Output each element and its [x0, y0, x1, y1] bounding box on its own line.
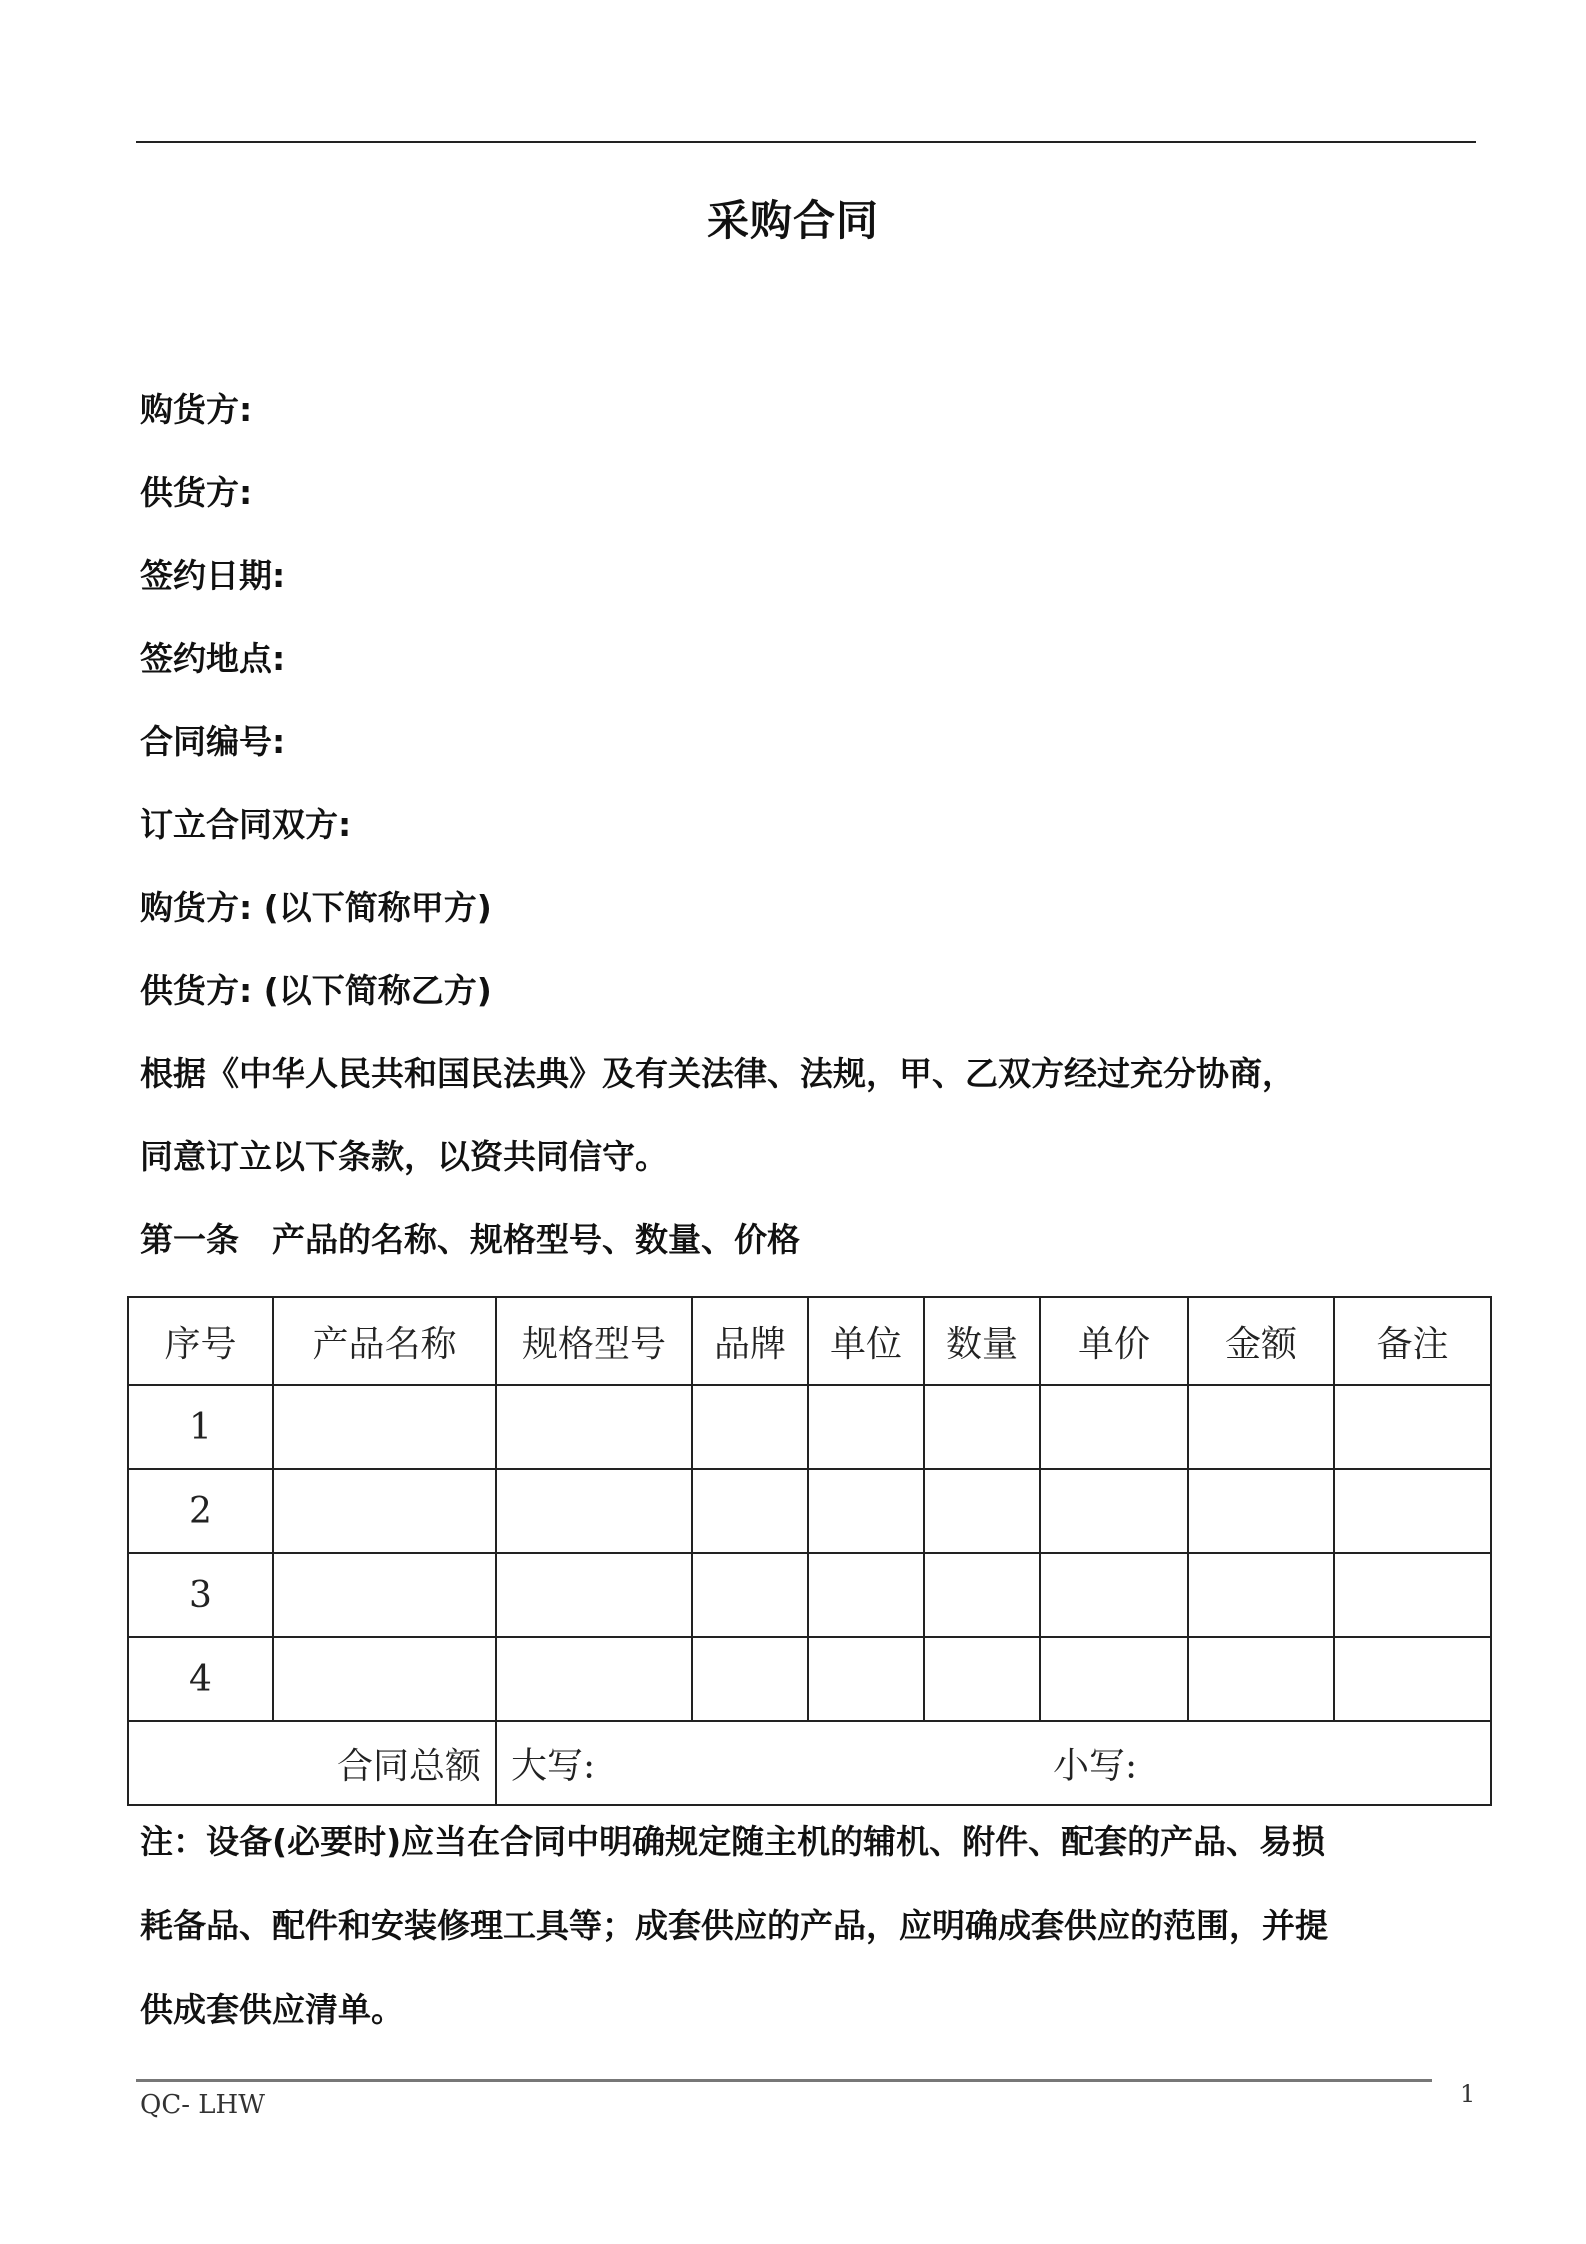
table-row: [128, 1553, 1491, 1637]
table-row: [128, 1469, 1491, 1553]
cell: [924, 1553, 1040, 1637]
buyer-field: 购货方:: [140, 390, 253, 429]
contract-number-field: 合同编号:: [140, 722, 286, 761]
header-unit-price: 单价: [1040, 1297, 1188, 1385]
sign-date-field: 签约日期:: [140, 556, 286, 595]
preamble-line-2: 同意订立以下条款，以资共同信守。: [140, 1137, 668, 1176]
header-product-name: 产品名称: [273, 1297, 496, 1385]
table-row: [128, 1637, 1491, 1721]
cell: [496, 1637, 692, 1721]
row-index: 2: [128, 1469, 273, 1553]
lowercase-amount-label: 小写:: [1053, 1745, 1138, 1787]
cell: [1334, 1469, 1491, 1553]
table-total-row: [128, 1721, 1491, 1805]
row-index: 1: [128, 1385, 273, 1469]
note-line-3: 供成套供应清单。: [140, 1990, 404, 2029]
preamble-line-1: 根据《中华人民共和国民法典》及有关法律、法规，甲、乙双方经过充分协商，: [140, 1054, 1295, 1093]
header-spec-model: 规格型号: [496, 1297, 692, 1385]
document-title: 采购合同: [706, 196, 879, 245]
header-quantity: 数量: [924, 1297, 1040, 1385]
footer-rule: [136, 2079, 1432, 2082]
cell: [1188, 1469, 1334, 1553]
cell: [273, 1385, 496, 1469]
cell: [1188, 1553, 1334, 1637]
header-rule: [136, 141, 1476, 143]
note-line-1: 注：设备(必要时)应当在合同中明确规定随主机的辅机、附件、配套的产品、易损: [140, 1822, 1326, 1861]
header-index: 序号: [128, 1297, 273, 1385]
note-line-2: 耗备品、配件和安装修理工具等；成套供应的产品，应明确成套供应的范围，并提: [140, 1906, 1328, 1945]
cell: [1040, 1637, 1188, 1721]
supplier-field: 供货方:: [140, 473, 253, 512]
table-header-row: [128, 1297, 1491, 1385]
cell: [692, 1469, 808, 1553]
product-table: [127, 1296, 1492, 1806]
cell: [1040, 1553, 1188, 1637]
cell: [1040, 1469, 1188, 1553]
uppercase-amount-label: 大写:: [511, 1745, 596, 1787]
supplier-party-field: 供货方: (以下简称乙方): [140, 971, 492, 1010]
row-index: 3: [128, 1553, 273, 1637]
table-row: [128, 1385, 1491, 1469]
cell: [924, 1385, 1040, 1469]
cell: [273, 1553, 496, 1637]
cell: [496, 1385, 692, 1469]
cell: [692, 1385, 808, 1469]
header-brand: 品牌: [692, 1297, 808, 1385]
header-amount: 金额: [1188, 1297, 1334, 1385]
sign-place-field: 签约地点:: [140, 639, 286, 678]
cell: [1334, 1553, 1491, 1637]
cell: [808, 1553, 924, 1637]
page-number: 1: [1460, 2080, 1476, 2108]
cell: [273, 1637, 496, 1721]
cell: [1334, 1637, 1491, 1721]
header-remarks: 备注: [1334, 1297, 1491, 1385]
cell: [924, 1637, 1040, 1721]
cell: [1334, 1385, 1491, 1469]
cell: [924, 1469, 1040, 1553]
cell: [1188, 1385, 1334, 1469]
cell: [1188, 1637, 1334, 1721]
cell: [692, 1553, 808, 1637]
buyer-party-field: 购货方: (以下简称甲方): [140, 888, 492, 927]
total-label: 合同总额: [128, 1721, 496, 1805]
parties-field: 订立合同双方:: [140, 805, 352, 844]
cell: [808, 1385, 924, 1469]
row-index: 4: [128, 1637, 273, 1721]
header-unit: 单位: [808, 1297, 924, 1385]
footer-code: QC- LHW: [140, 2090, 265, 2120]
cell: [1040, 1385, 1188, 1469]
cell: [808, 1637, 924, 1721]
cell: [496, 1469, 692, 1553]
cell: [808, 1469, 924, 1553]
article-1-heading: 第一条 产品的名称、规格型号、数量、价格: [140, 1220, 800, 1259]
cell: [496, 1553, 692, 1637]
cell: [692, 1637, 808, 1721]
cell: [273, 1469, 496, 1553]
total-amount-cell: [496, 1721, 1491, 1805]
